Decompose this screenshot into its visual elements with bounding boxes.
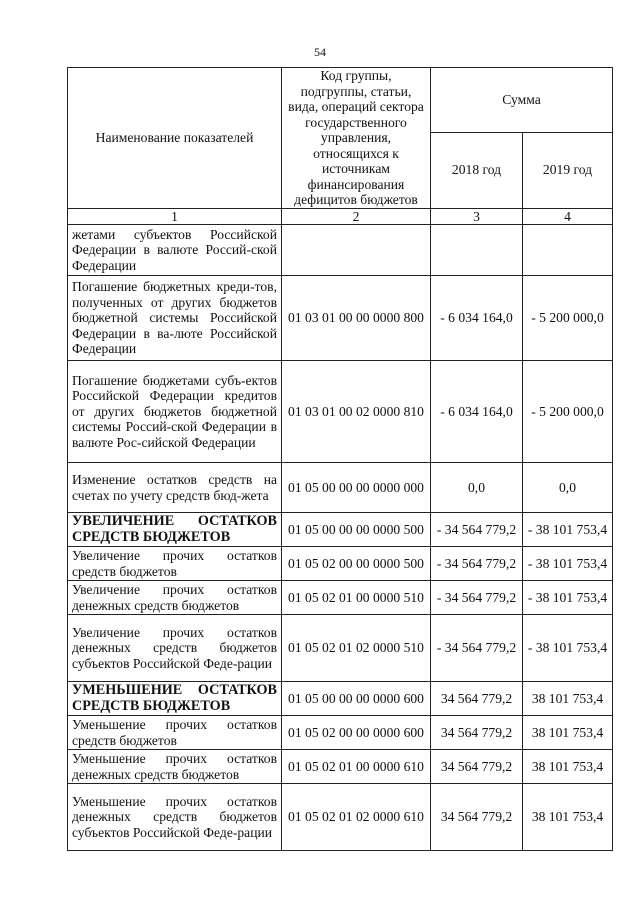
- row-amount-2018: - 34 564 779,2: [431, 513, 523, 547]
- page-number: 54: [314, 45, 326, 59]
- row-amount-2018: 34 564 779,2: [431, 784, 523, 851]
- table-row: [68, 581, 613, 615]
- row-name: Увеличение прочих остатков денежных средств бюджетов субъектов Российской Феде-рации: [68, 615, 282, 682]
- row-amount-2019: 38 101 753,4: [523, 716, 613, 750]
- row-code: 01 03 01 00 02 0000 810: [282, 361, 431, 463]
- row-name: Уменьшение прочих остатков денежных средств бюджетов субъектов Российской Феде-рации: [68, 784, 282, 851]
- row-code: 01 05 00 00 00 0000 500: [282, 513, 431, 547]
- column-number: 3: [431, 208, 523, 225]
- row-name: Погашение бюджетами субъ-ектов Российской Федерации кредитов от других бюджетов бюджетной системы Россий-ской Федерации в валюте Рос-сийской Федерации: [68, 361, 282, 463]
- table-row: [68, 750, 613, 784]
- row-amount-2019: - 5 200 000,0: [523, 276, 613, 361]
- row-code: 01 05 00 00 00 0000 600: [282, 682, 431, 716]
- row-amount-2018: - 34 564 779,2: [431, 581, 523, 615]
- table-row: [68, 682, 613, 716]
- header-year-2018: 2018 год: [431, 132, 523, 208]
- table-row: [68, 463, 613, 513]
- row-amount-2018: - 34 564 779,2: [431, 615, 523, 682]
- table-row: [68, 716, 613, 750]
- table-row: [68, 513, 613, 547]
- row-amount-2019: 38 101 753,4: [523, 750, 613, 784]
- row-amount-2018: [431, 225, 523, 276]
- row-amount-2018: - 34 564 779,2: [431, 547, 523, 581]
- table-row: [68, 615, 613, 682]
- row-name: УВЕЛИЧЕНИЕ ОСТАТКОВ СРЕДСТВ БЮДЖЕТОВ: [68, 513, 282, 547]
- row-code: 01 05 02 00 00 0000 600: [282, 716, 431, 750]
- row-code: 01 03 01 00 00 0000 800: [282, 276, 431, 361]
- header-name: Наименование показателей: [68, 68, 282, 209]
- row-amount-2018: 34 564 779,2: [431, 682, 523, 716]
- column-number: 1: [68, 208, 282, 225]
- row-amount-2018: - 6 034 164,0: [431, 361, 523, 463]
- row-code: 01 05 02 00 00 0000 500: [282, 547, 431, 581]
- header-year-2019: 2019 год: [523, 132, 613, 208]
- row-name: Увеличение прочих остатков средств бюджетов: [68, 547, 282, 581]
- table-row: [68, 784, 613, 851]
- row-amount-2018: - 6 034 164,0: [431, 276, 523, 361]
- table-row: [68, 547, 613, 581]
- row-code: 01 05 02 01 00 0000 510: [282, 581, 431, 615]
- row-name: жетами субъектов Российской Федерации в валюте Россий-ской Федерации: [68, 225, 282, 276]
- row-code: 01 05 02 01 02 0000 610: [282, 784, 431, 851]
- row-name: Уменьшение прочих остатков денежных средств бюджетов: [68, 750, 282, 784]
- table-row: [68, 276, 613, 361]
- row-name: УМЕНЬШЕНИЕ ОСТАТКОВ СРЕДСТВ БЮДЖЕТОВ: [68, 682, 282, 716]
- row-amount-2019: - 38 101 753,4: [523, 615, 613, 682]
- table-body: [68, 225, 613, 851]
- row-name: Уменьшение прочих остатков средств бюджетов: [68, 716, 282, 750]
- row-name: Погашение бюджетных креди-тов, полученных от других бюджетов бюджетной системы Российской Федерации в ва-люте Российской Федерации: [68, 276, 282, 361]
- row-name: Увеличение прочих остатков денежных средств бюджетов: [68, 581, 282, 615]
- row-code: 01 05 00 00 00 0000 000: [282, 463, 431, 513]
- row-code: [282, 225, 431, 276]
- row-amount-2019: - 38 101 753,4: [523, 513, 613, 547]
- row-name: Изменение остатков средств на счетах по учету средств бюд-жета: [68, 463, 282, 513]
- row-amount-2019: 0,0: [523, 463, 613, 513]
- row-amount-2018: 0,0: [431, 463, 523, 513]
- header-sum: Сумма: [431, 68, 613, 133]
- row-amount-2019: - 5 200 000,0: [523, 361, 613, 463]
- table-row: [68, 361, 613, 463]
- column-number: 2: [282, 208, 431, 225]
- row-code: 01 05 02 01 02 0000 510: [282, 615, 431, 682]
- row-amount-2018: 34 564 779,2: [431, 750, 523, 784]
- row-amount-2019: - 38 101 753,4: [523, 581, 613, 615]
- row-code: 01 05 02 01 00 0000 610: [282, 750, 431, 784]
- row-amount-2019: 38 101 753,4: [523, 682, 613, 716]
- table-row: [68, 225, 613, 276]
- row-amount-2018: 34 564 779,2: [431, 716, 523, 750]
- column-number: 4: [523, 208, 613, 225]
- row-amount-2019: 38 101 753,4: [523, 784, 613, 851]
- budget-sources-table: [67, 67, 613, 851]
- row-amount-2019: - 38 101 753,4: [523, 547, 613, 581]
- header-code: Код группы, подгруппы, статьи, вида, операций сектора государственного управления, относящихся к источникам финансирования дефицитов бюджетов: [282, 68, 431, 209]
- row-amount-2019: [523, 225, 613, 276]
